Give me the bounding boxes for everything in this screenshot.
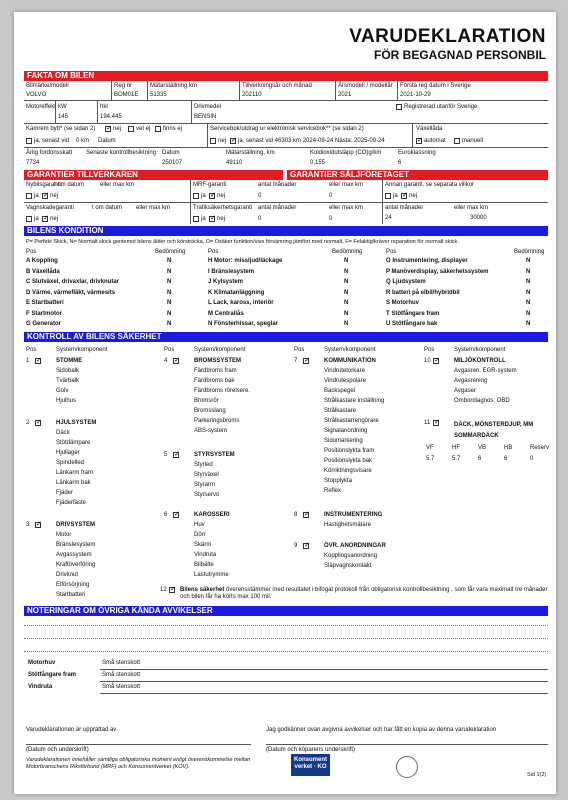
kontroll-group-number: 1 (26, 358, 30, 364)
kamrem-ja-checkbox[interactable] (26, 138, 32, 144)
fakta-label: Motoreffekt (26, 104, 56, 110)
kondition-item-label: M Centrallås (208, 310, 244, 317)
kondition-item-rating: N (167, 289, 172, 296)
kontroll-item: Länkarm fram (56, 470, 94, 476)
safety-statement-text: överensstämmer med resultatet i bifogat protokoll från obligatorisk kontrollbesiktning , som får vara maximalt tre månader och bilen får ha körts max 100 mil. (180, 587, 548, 600)
document-title: VARUDEKLARATION (349, 26, 546, 47)
fakta-label: Reg nr (114, 83, 133, 89)
garanti-label: Annan garanti, se separata villkor (385, 182, 475, 188)
fakta-label: Euroklassning (398, 150, 436, 156)
kondition-bedomning-header: Bedömning (332, 249, 363, 255)
fakta-value: BENSIN (194, 114, 217, 120)
service-ja-checkbox[interactable] (230, 138, 236, 144)
garanti-nej-label: nej (50, 216, 59, 222)
garanti-label: MRF-garanti (193, 182, 227, 188)
kamrem-ja-label: ja, senast vid (34, 138, 70, 144)
kontroll-system-header: System/komponent (454, 347, 506, 353)
kamrem-finnsej-label: finns ej (163, 126, 183, 132)
kondition-item-label: A Koppling (26, 258, 58, 264)
divider (100, 669, 548, 670)
kontroll-group-checkbox[interactable] (173, 358, 179, 364)
kontroll-item: Strålkastarrengörare (324, 418, 379, 424)
fakta-label: Koldioxidutsläpp (CO)g/km (310, 150, 382, 156)
kontroll-group-number: 3 (26, 522, 30, 528)
kontroll-system-header: System/komponent (56, 347, 108, 353)
kontroll-group-number: 8 (294, 512, 298, 518)
fakta-label: hkr (100, 104, 109, 110)
kontroll-item: Lastutrymme (194, 572, 229, 578)
kontroll-item: Backspegel (324, 388, 356, 394)
kontroll-item: Startbatteri (56, 592, 86, 598)
vaxellada-label: Växellåda (416, 126, 443, 132)
kontroll-item: ABS-system (194, 428, 228, 434)
garanti-col-label: t om datum (54, 182, 85, 188)
kondition-item-label: S Motorhuv (386, 300, 419, 306)
kontroll-item: Styrled (194, 462, 213, 468)
kontroll-item: Vindrutetorkare (324, 368, 365, 374)
garanti-col-label: t om datum (92, 205, 123, 211)
kontroll-item: Bilbälte (194, 562, 214, 568)
section-header-garanti-salj: GARANTIER SÄLJFÖRETAGET (287, 170, 548, 180)
garanti-ja-checkbox[interactable] (385, 193, 391, 199)
kondition-item-label: F Startmotor (26, 310, 62, 317)
fakta-value: VOLVO (26, 92, 47, 98)
kondition-item-rating: N (526, 300, 531, 306)
kontroll-item: Färdbroms rörelsere. (194, 388, 251, 394)
garanti-ja-checkbox[interactable] (26, 216, 32, 222)
divider (335, 81, 336, 100)
kontroll-pos-header: Pos (424, 347, 435, 353)
kondition-item-rating: N (167, 279, 172, 285)
kontroll-item: Kopplingsanordning (324, 553, 378, 559)
divider (147, 81, 148, 100)
fakta-value: 7734 (26, 160, 40, 166)
garanti-nej-checkbox[interactable] (401, 193, 407, 199)
divider (97, 101, 98, 123)
garanti-label: Vagnskadegaranti (26, 205, 74, 211)
kontroll-item: Vindrutespolare (324, 378, 366, 384)
garanti-nej-label: nej (217, 193, 226, 199)
kondition-item-rating: N (167, 310, 172, 317)
kamrem-nej-checkbox[interactable] (105, 126, 111, 132)
page-number: Sid 1(2) (527, 772, 547, 778)
kontroll-pos-header: Pos (294, 347, 305, 353)
kontroll-group-checkbox[interactable] (173, 512, 179, 518)
fakta-value: 0,155 (310, 160, 326, 166)
kontroll-group-number: 5 (164, 452, 168, 458)
kondition-item-label: C Slutväxel, drivaxlar, drivknutar (26, 279, 120, 285)
divider (190, 180, 191, 224)
fakta-value: 194.445 (100, 114, 122, 120)
divider (382, 180, 383, 224)
kondition-item-label: T Stötfångare fram (386, 310, 440, 317)
kontroll-item: Stötdämpare (56, 440, 91, 446)
garanti-ja-checkbox[interactable] (193, 193, 199, 199)
divider (100, 681, 548, 682)
kondition-item-label: Q Ljudsystem (386, 279, 426, 285)
kontroll-group-checkbox[interactable] (303, 358, 309, 364)
notering-label: Vindruta (28, 684, 53, 690)
fakta-label: Tillverkningsår och månad (242, 83, 312, 89)
kontroll-system-header: System/komponent (194, 347, 246, 353)
kondition-item-rating: N (344, 321, 349, 327)
kontroll-group-number: 10 (424, 358, 431, 364)
kondition-item-label: B Växellåda (26, 268, 60, 275)
kondition-item-label: H Motor: missljud/läckage (208, 258, 283, 264)
service-label: Servicebok/utdrag ur elektronisk servicebok** (se sidan 2) (210, 126, 364, 132)
garanti-nej-checkbox[interactable] (42, 193, 48, 199)
tyre-col-value: 5.7 (426, 456, 435, 462)
kontroll-group-title: STOMME (56, 358, 83, 364)
kondition-item-rating: N (526, 321, 531, 327)
kontroll-item: Fjäder (56, 490, 74, 496)
safety-checkbox[interactable] (169, 587, 175, 593)
notering-label: Stötfångare fram (28, 672, 77, 678)
kontroll-item: Kraftöverföring (56, 562, 96, 568)
fakta-label: kW (58, 104, 67, 110)
tyre-col-label: Reserv (530, 445, 550, 451)
kontroll-item: Avgaser (454, 388, 476, 394)
kontroll-item: Avgasren. EGR-system (454, 368, 517, 374)
section-header-kondition: BILENS KONDITION (24, 226, 548, 236)
registered-outside-checkbox[interactable] (396, 104, 402, 110)
kontroll-group-checkbox[interactable] (35, 522, 41, 528)
fakta-value: 51335 (150, 92, 167, 98)
tyre-col-label: VB (478, 445, 487, 451)
divider (24, 202, 548, 203)
kamrem-finnsej-checkbox[interactable] (155, 126, 161, 132)
kontroll-item: Bränslesystem (56, 542, 96, 548)
fakta-label: Mätarställning km (150, 83, 198, 89)
tyre-col-label: HB (504, 445, 513, 451)
divider (100, 693, 548, 694)
fakta-label: Mätarställning, km (226, 150, 275, 156)
garanti-km-value: 0 (329, 216, 333, 222)
kontroll-item: Körriktningsvisare (324, 468, 372, 474)
section-header-noteringar: NOTERINGAR OM ÖVRIGA KÄNDA AVVIKELSER (24, 606, 548, 616)
garanti-label: Nybilsgaranti (26, 182, 61, 188)
kondition-item-rating: N (344, 268, 349, 275)
garanti-ja-label: ja (34, 193, 39, 199)
kontroll-item: Vindruta (194, 552, 217, 558)
kondition-item-rating: N (344, 310, 349, 317)
kontroll-group-title: STYRSYSTEM (194, 452, 235, 458)
garanti-ja-label: ja (393, 193, 398, 199)
kontroll-item: Hjulhus (56, 398, 77, 404)
manuell-label: manuell (462, 138, 484, 144)
section-header-garanti-tillverkare: GARANTIER TILLVERKAREN (24, 170, 283, 180)
kontroll-item: Sidomarkering (324, 438, 363, 444)
fakta-value: 2021 (338, 92, 352, 98)
kontroll-group-number: 9 (294, 543, 298, 549)
fakta-value: BOM01E (114, 92, 139, 98)
kontroll-item: Avgasrening (454, 378, 488, 384)
signature-right-label: (Datum och köparens underskrift) (266, 747, 356, 753)
kontroll-group-title: KOMMUNIKATION (324, 358, 376, 364)
fakta-label: Årlig fordonsskatt (26, 150, 73, 156)
kontroll-group-title: ÖVR. ANORDNINGAR (324, 543, 386, 549)
notering-value: Små stenskott (102, 660, 141, 666)
kontroll-group-checkbox[interactable] (35, 420, 41, 426)
garanti-ja-label: ja (201, 193, 206, 199)
divider (397, 81, 398, 100)
godkanner-label: Jag godkänner ovan avgivna avvikelser och har fått en kopia av denna varudeklaration (266, 727, 497, 733)
garanti-label: Trafiksäkerhetsgaranti (193, 205, 253, 211)
kontroll-item: Däck (56, 430, 70, 436)
kondition-pos-header: Pos (386, 249, 397, 255)
kondition-item-label: R batteri på elbil/hybridbil (386, 289, 460, 296)
automat-label: automat (424, 138, 446, 144)
fakta-value: 145 (58, 114, 69, 120)
kondition-item-label: I Bränslesystem (208, 268, 255, 275)
fakta-value: 49110 (226, 160, 243, 166)
garanti-ja-label: ja (201, 216, 206, 222)
kontroll-item: Golv (56, 388, 69, 394)
kontroll-item: Färdbroms bak (194, 378, 235, 384)
garanti-nej-checkbox[interactable] (209, 216, 215, 222)
kontroll-group-checkbox[interactable] (303, 512, 309, 518)
fakta-value: 6 (398, 160, 402, 166)
kondition-pos-header: Pos (208, 249, 219, 255)
kontroll-item: Bromsslang (194, 408, 226, 414)
kontroll-item: Sidobalk (56, 368, 80, 374)
fakta-label: Drivmedel (194, 104, 222, 110)
kontroll-pos-header: Pos (26, 347, 37, 353)
kontroll-item: Parkeringsbroms (194, 418, 240, 424)
tyre-number: 11 (424, 420, 431, 426)
tyre-col-label: HF (452, 445, 460, 451)
garanti-ja-label: ja (34, 216, 39, 222)
fakta-label: Datum (162, 150, 180, 156)
garanti-col-label: eller max km (329, 182, 364, 188)
divider (191, 101, 192, 123)
kondition-item-label: P Manöverdisplay, säkerhetssystem (386, 268, 489, 275)
notering-label: Motorhuv (28, 660, 56, 666)
kondition-item-label: N Fönsterhissar, speglar (208, 321, 279, 327)
kontroll-item: Strålkastare inställning (324, 398, 385, 404)
kontroll-item: Styrväxel (194, 472, 219, 478)
upprattad-label: Varudeklarationen är upprättad av (26, 727, 117, 733)
safety-statement-bold: Bilens säkerhet (180, 587, 225, 593)
seal-icon (396, 756, 418, 778)
garanti-km-value: 30000 (470, 215, 487, 221)
notering-value: Små stenskott (102, 672, 141, 678)
kontroll-item: Spindelled (56, 460, 85, 466)
kontroll-item: Hastighetsmätare (324, 522, 372, 528)
kondition-item-rating: N (344, 300, 349, 306)
kamrem-vetej-checkbox[interactable] (128, 126, 134, 132)
kondition-item-label: U Stötfångare bak (386, 321, 438, 327)
kondition-pos-header: Pos (26, 249, 37, 255)
fakta-value: 202110 (242, 92, 262, 98)
kondition-item-label: E Startbatteri (26, 300, 64, 306)
kontroll-group-title: HJULSYSTEM (56, 420, 97, 426)
kamrem-km-value: 0 km (76, 138, 90, 144)
kontroll-item: Styrarm (194, 482, 215, 488)
kontroll-group-number: 2 (26, 420, 30, 426)
declaration-page (14, 12, 556, 794)
kontroll-group-checkbox[interactable] (303, 543, 309, 549)
signature-left-label: (Datum och underskrift) (26, 747, 89, 753)
garanti-col-label: antal månader (385, 205, 424, 211)
kondition-item-label: G Generator (26, 321, 62, 327)
garanti-ja-checkbox[interactable] (193, 216, 199, 222)
service-value: ja, senast vid 46303 km 2024-09-24 Nästa: 2025-09-24 (238, 138, 385, 144)
garanti-nej-label: nej (409, 193, 418, 199)
kontroll-item: Dörr (194, 532, 206, 538)
kontroll-item: Strålkastare (324, 408, 357, 414)
divider (111, 81, 112, 100)
tyre-title: DÄCK, MÖNSTERDJUP, MM SOMMARDÄCK (454, 422, 534, 439)
kontroll-group-number: 7 (294, 358, 298, 364)
kontroll-item: Avgassystem (56, 552, 92, 558)
section-header-kontroll: KONTROLL AV BILENS SÄKERHET (24, 332, 548, 342)
kondition-item-rating: N (526, 258, 531, 264)
kontroll-item: Reflex (324, 488, 342, 494)
kondition-item-rating: N (167, 321, 172, 327)
kontroll-group-checkbox[interactable] (173, 452, 179, 458)
section-header-fakta: FAKTA OM BILEN (24, 71, 548, 81)
kamrem-label: Kamrem bytt* (se sidan 2) (26, 126, 96, 132)
kontroll-item: Styrservo (194, 492, 220, 498)
kontroll-group-title: INSTRUMENTERING (324, 512, 383, 518)
document-subtitle: FÖR BEGAGNAD PERSONBIL (373, 48, 546, 62)
kontroll-item: Länkarm bak (56, 480, 91, 486)
service-nej-checkbox[interactable] (210, 138, 216, 144)
garanti-nej-checkbox[interactable] (209, 193, 215, 199)
garanti-col-label: antal månader (258, 205, 297, 211)
kondition-item-rating: N (526, 289, 531, 296)
tyre-col-label: VF (426, 445, 434, 451)
garanti-months-value: 0 (258, 193, 262, 199)
fakta-label: Bilmärke/modell (26, 83, 69, 89)
tyre-col-value: 5.7 (452, 456, 461, 462)
garanti-km-value: 0 (329, 193, 333, 199)
manuell-checkbox[interactable] (454, 138, 460, 144)
kontroll-item: Positionslykta bak (324, 458, 373, 464)
garanti-nej-label: nej (217, 216, 226, 222)
kontroll-group-number: 6 (164, 512, 168, 518)
kontroll-item: Huv (194, 522, 205, 528)
kontroll-item: Elförsörjning (56, 582, 90, 588)
fakta-value: 250107 (162, 160, 183, 166)
automat-checkbox[interactable] (416, 138, 422, 144)
garanti-col-label: eller max km (100, 182, 135, 188)
kontroll-item: Stopplykta (324, 478, 353, 484)
kontroll-item: Hjullager (56, 450, 80, 456)
kondition-item-label: K Klimatanläggning (208, 289, 265, 296)
kondition-item-rating: N (344, 279, 349, 285)
garanti-col-label: eller max km (329, 205, 364, 211)
footer-note: Varudeklarationen innehåller samtliga obligatoriska moment enligt överenskommelse mellan Motorbranschens Riksförbund (MRF) och Konsumentverket (KOV). (26, 757, 251, 770)
kontroll-item: Fjäderfäste (56, 500, 87, 506)
garanti-nej-label: nej (50, 193, 59, 199)
kontroll-group-title: DRIVSYSTEM (56, 522, 96, 528)
kontroll-group-checkbox[interactable] (433, 358, 439, 364)
kontroll-group-title: MILJÖKONTROLL (454, 358, 506, 364)
fakta-label: Senaste kontrollbesiktning (86, 150, 157, 156)
garanti-col-label: eller max km (454, 205, 489, 211)
kondition-item-rating: N (167, 258, 172, 264)
tyre-col-value: 6 (478, 456, 482, 462)
kondition-item-rating: N (526, 279, 531, 285)
kondition-item-label: J Kylsystem (208, 279, 244, 285)
tyre-col-value: 6 (504, 456, 508, 462)
kondition-item-rating: N (167, 268, 172, 275)
kondition-item-label: L Lack, kaross, interiör (208, 300, 274, 306)
kamrem-nej-label: nej (113, 126, 122, 132)
fakta-label: Årsmodell / modellår (338, 83, 393, 89)
divider (55, 101, 56, 123)
kondition-legend: P= Perfekt Skick, N= Normalt skick gentemot bilens ålder och körsträcka, O= Osäker funktion/viss försämring jämfört med normalt, F= Felaktig/kräver reparation för normalt skick (26, 239, 458, 245)
fakta-value: 2021-10-29 (400, 92, 431, 98)
kondition-item-label: D Värme, värmefläkt, värmesits (26, 289, 116, 296)
kontroll-item: Färdbroms fram (194, 368, 237, 374)
kontroll-system-header: System/komponent (324, 347, 376, 353)
service-nej-label: nej (218, 138, 227, 144)
tyre-checkbox[interactable] (433, 420, 439, 426)
kontroll-item: Signalanordning (324, 428, 368, 434)
kamrem-vetej-label: vet ej (136, 126, 151, 132)
kondition-item-rating: N (344, 258, 349, 264)
registered-outside-label: Registrerad utanför Sverige (404, 104, 478, 110)
kontroll-group-title: KAROSSERI (194, 512, 230, 518)
kontroll-item: Motor (56, 532, 72, 538)
kondition-item-rating: N (167, 300, 172, 306)
kontroll-pos-header: Pos (164, 347, 175, 353)
kontroll-group-number: 4 (164, 358, 168, 364)
kontroll-group-checkbox[interactable] (35, 358, 41, 364)
kondition-bedomning-header: Bedömning (155, 249, 186, 255)
garanti-ja-checkbox[interactable] (26, 193, 32, 199)
kondition-item-rating: N (526, 310, 531, 317)
kondition-item-label: O Instrumentering, displayer (386, 258, 468, 264)
garanti-col-label: antal månader (258, 182, 297, 188)
kamrem-datum-label: Datum (98, 138, 116, 144)
safety-number: 12 (160, 587, 167, 593)
garanti-months-value: 24 (385, 215, 392, 221)
kondition-item-rating: N (526, 268, 531, 275)
garanti-col-label: eller max km (136, 205, 171, 211)
safety-statement (180, 587, 548, 601)
konsumentverket-logo: Konsument verket · KO (291, 754, 330, 776)
kontroll-item: Positionslykta fram (324, 448, 375, 454)
divider (239, 81, 240, 100)
fakta-label: Första reg datum i Sverige (400, 83, 471, 89)
notering-value: Små stenskott (102, 684, 141, 690)
kondition-item-rating: N (344, 289, 349, 296)
tyre-col-value: 0 (530, 456, 534, 462)
kontroll-item: Släpvagnskontakt (324, 563, 372, 569)
garanti-nej-checkbox[interactable] (42, 216, 48, 222)
kontroll-group-title: BROMSSYSTEM (194, 358, 242, 364)
kontroll-item: Ombordiagnos, OBD (454, 398, 510, 404)
kontroll-item: Skärm (194, 542, 212, 548)
kondition-bedomning-header: Bedömning (514, 249, 545, 255)
garanti-months-value: 0 (258, 216, 262, 222)
kontroll-item: Bromsrör (194, 398, 219, 404)
kontroll-item: Tvärbalk (56, 378, 80, 384)
kontroll-item: Drivknut (56, 572, 79, 578)
